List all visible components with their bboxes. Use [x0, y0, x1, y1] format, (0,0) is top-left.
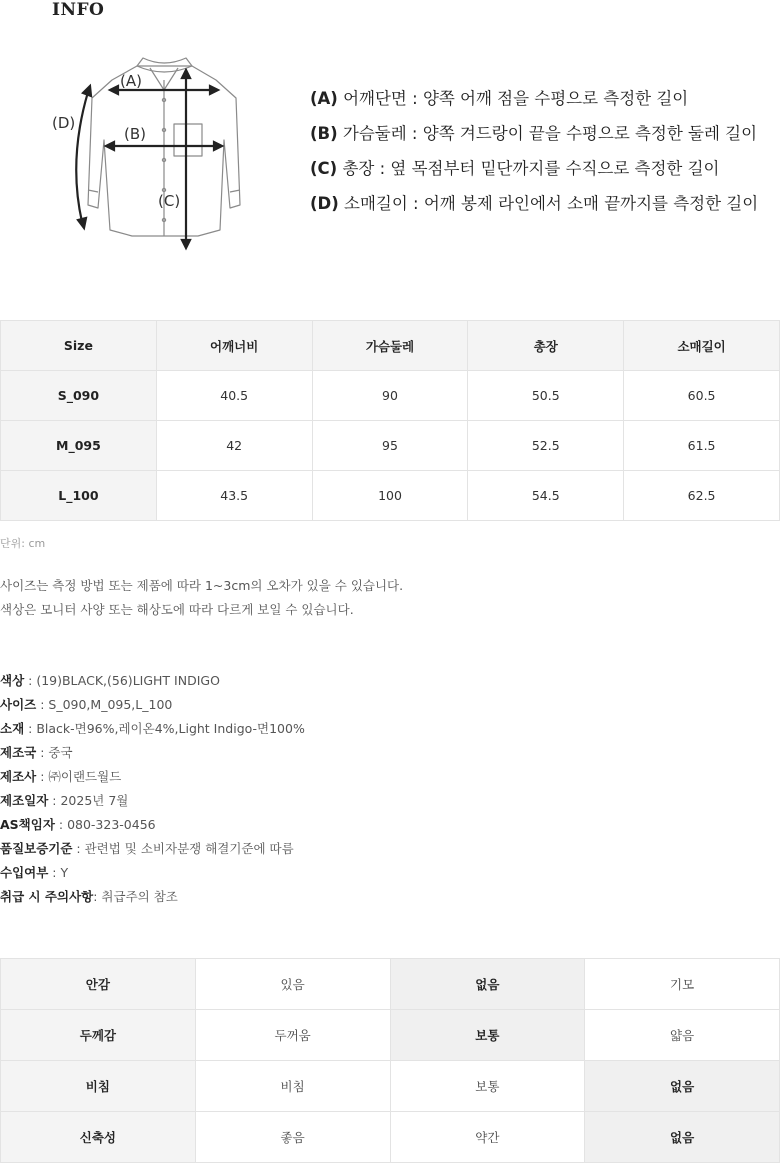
attr-label: 안감 — [1, 959, 196, 1010]
legend-item-b: (B) 가슴둘레 : 양쪽 겨드랑이 끝을 수평으로 측정한 둘레 길이 — [310, 124, 758, 143]
spec-item: 사이즈 : S_090,M_095,L_100 — [0, 697, 173, 712]
label-a: (A) — [120, 72, 142, 90]
table-cell: 90 — [312, 371, 468, 421]
attr-label: 신축성 — [1, 1112, 196, 1163]
table-row — [1, 471, 780, 521]
spec-item: 소재 : Black-면96%,레이온4%,Light Indigo-면100% — [0, 721, 305, 736]
size-table — [0, 320, 780, 521]
table-cell: 42 — [156, 421, 312, 471]
attr-option-selected: 없음 — [585, 1061, 780, 1112]
attr-option: 얇음 — [585, 1010, 780, 1061]
legend-item-d: (D) 소매길이 : 어깨 봉제 라인에서 소매 끝까지를 측정한 길이 — [310, 194, 759, 213]
size-label: S_090 — [1, 371, 157, 421]
attr-option-selected: 없음 — [585, 1112, 780, 1163]
measure-d-line — [76, 92, 88, 222]
spec-item: 제조국 : 중국 — [0, 745, 73, 760]
table-cell: 61.5 — [624, 421, 780, 471]
size-label: M_095 — [1, 421, 157, 471]
attr-option: 약간 — [390, 1112, 585, 1163]
table-cell: 95 — [312, 421, 468, 471]
attr-option: 있음 — [195, 959, 390, 1010]
table-row — [1, 371, 780, 421]
attr-option: 두꺼움 — [195, 1010, 390, 1061]
spec-item: 수입여부 : Y — [0, 865, 69, 880]
spec-item: 제조일자 : 2025년 7월 — [0, 793, 129, 808]
legend-item-c: (C) 총장 : 옆 목점부터 밑단까지를 수직으로 측정한 길이 — [310, 159, 720, 178]
header-sleeve: 소매길이 — [624, 321, 780, 371]
table-cell: 52.5 — [468, 421, 624, 471]
measurement-legend — [310, 86, 758, 226]
fabric-attribute-table — [0, 958, 780, 1163]
table-cell: 40.5 — [156, 371, 312, 421]
spec-item: 색상 : (19)BLACK,(56)LIGHT INDIGO — [0, 673, 220, 688]
header-size: Size — [1, 321, 157, 371]
note-line: 사이즈는 측정 방법 또는 제품에 따라 1~3cm의 오차가 있을 수 있습니다. — [0, 578, 404, 593]
header-chest: 가슴둘레 — [312, 321, 468, 371]
size-table-header — [1, 321, 780, 371]
header-shoulder: 어깨너비 — [156, 321, 312, 371]
shirt-measurement-diagram — [40, 40, 290, 270]
attr-option: 기모 — [585, 959, 780, 1010]
size-notes — [0, 574, 403, 622]
product-specs — [0, 669, 305, 909]
table-row — [1, 421, 780, 471]
spec-item: 취급 시 주의사항: 취급주의 참조 — [0, 889, 178, 904]
label-c: (C) — [158, 192, 181, 210]
attr-option-selected: 없음 — [390, 959, 585, 1010]
header-length: 총장 — [468, 321, 624, 371]
attr-option: 보통 — [390, 1061, 585, 1112]
attr-row-thickness — [1, 1010, 780, 1061]
table-cell: 100 — [312, 471, 468, 521]
table-cell: 60.5 — [624, 371, 780, 421]
spec-item: AS책임자 : 080-323-0456 — [0, 817, 156, 832]
size-label: L_100 — [1, 471, 157, 521]
attr-row-sheerness — [1, 1061, 780, 1112]
unit-label: 단위: cm — [0, 537, 46, 550]
attr-label: 비침 — [1, 1061, 196, 1112]
legend-item-a: (A) 어깨단면 : 양쪽 어깨 점을 수평으로 측정한 길이 — [310, 89, 689, 108]
table-cell: 62.5 — [624, 471, 780, 521]
attr-row-lining — [1, 959, 780, 1010]
label-d: (D) — [52, 114, 76, 132]
attr-row-stretch — [1, 1112, 780, 1163]
note-line: 색상은 모니터 사양 또는 해상도에 따라 다르게 보일 수 있습니다. — [0, 602, 354, 617]
spec-item: 제조사 : ㈜이랜드월드 — [0, 769, 122, 784]
table-cell: 50.5 — [468, 371, 624, 421]
table-cell: 54.5 — [468, 471, 624, 521]
attr-option: 좋음 — [195, 1112, 390, 1163]
info-title: INFO — [52, 0, 105, 20]
attr-option-selected: 보통 — [390, 1010, 585, 1061]
attr-option: 비침 — [195, 1061, 390, 1112]
table-cell: 43.5 — [156, 471, 312, 521]
label-b: (B) — [124, 125, 146, 143]
spec-item: 품질보증기준 : 관련법 및 소비자분쟁 해결기준에 따름 — [0, 841, 294, 856]
attr-label: 두께감 — [1, 1010, 196, 1061]
